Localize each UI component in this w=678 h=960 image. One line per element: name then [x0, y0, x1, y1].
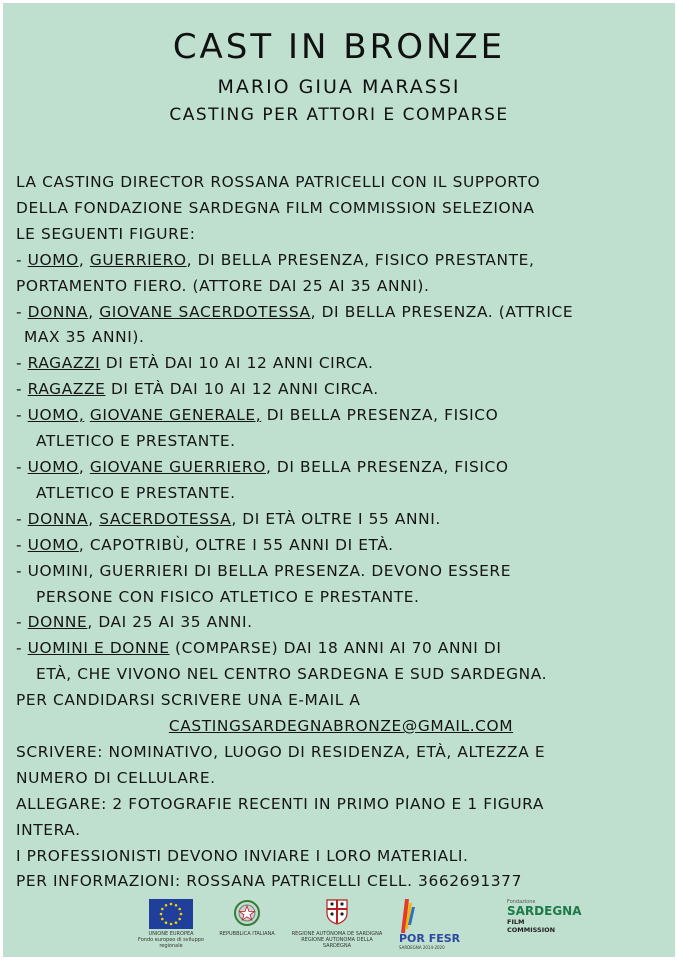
role-item: - RAGAZZE DI ETÀ DAI 10 AI 12 ANNI CIRCA. — [16, 380, 379, 399]
role-item: - UOMO, GUERRIERO, DI BELLA PRESENZA, FISICO PRESTANTE, — [16, 250, 535, 269]
role-item: - UOMINI, GUERRIERI DI BELLA PRESENZA. DEVONO ESSERE — [16, 561, 512, 580]
italy-star-icon — [234, 899, 260, 927]
eu-flag-icon — [149, 899, 193, 929]
professionals-line: I PROFESSIONISTI DEVONO INVIARE I LORO MATERIALI. — [16, 846, 469, 865]
intro-line: LE SEGUENTI FIGURE: — [16, 224, 196, 243]
email-link[interactable]: CASTINGSARDEGNABRONZE@GMAIL.COM — [168, 717, 514, 736]
role-item: - DONNA, SACERDOTESSA, DI ETÀ OLTRE I 55 ANNI. — [16, 509, 441, 528]
por-fesr-logo: POR FESR SARDEGNA 2014-2020 — [399, 899, 469, 950]
role-item-cont: ATLETICO E PRESTANTE. — [36, 432, 236, 451]
role-item-cont: PORTAMENTO FIERO. (ATTORE DAI 25 AI 35 ANNI). — [16, 276, 430, 295]
role-item: - DONNA, GIOVANE SACERDOTESSA, DI BELLA PRESENZA. (ATTRICE — [16, 302, 574, 321]
role-item: - UOMO, GIOVANE GENERALE, DI BELLA PRESENZA, FISICO — [16, 406, 499, 425]
poster — [3, 3, 675, 957]
attach-line: ALLEGARE: 2 FOTOGRAFIE RECENTI IN PRIMO PIANO E 1 FIGURA — [16, 794, 544, 813]
sardegna-region-logo: REGIONE AUTÒNOMA DE SARDIGNA REGIONE AUTONOMA DELLA SARDEGNA — [289, 899, 385, 949]
sardinia-shield-icon — [326, 899, 348, 925]
role-item-cont: ATLETICO E PRESTANTE. — [36, 483, 236, 502]
instructions-line: NUMERO DI CELLULARE. — [16, 768, 216, 787]
info-line: PER INFORMAZIONI: ROSSANA PATRICELLI CELL. 3662691377 — [16, 872, 522, 891]
attach-line: INTERA. — [16, 820, 81, 839]
por-fesr-stripes-icon — [399, 899, 417, 933]
role-item: - DONNE, DAI 25 AI 35 ANNI. — [16, 613, 253, 632]
sardegna-film-commission-logo: Fondazione SARDEGNA FILM COMMISSION — [507, 899, 582, 934]
role-item: - UOMO, CAPOTRIBÙ, OLTRE I 55 ANNI DI ETÀ. — [16, 535, 394, 554]
eu-logo: UNIONE EUROPEA Fondo europeo di sviluppo regionale — [131, 899, 211, 949]
intro-line: LA CASTING DIRECTOR ROSSANA PATRICELLI CON IL SUPPORTO — [16, 173, 541, 191]
page-subtitle-2: CASTING PER ATTORI E COMPARSE — [169, 105, 509, 125]
intro-line: DELLA FONDAZIONE SARDEGNA FILM COMMISSION SELEZIONA — [16, 198, 535, 217]
role-item-cont: ETÀ, CHE VIVONO NEL CENTRO SARDEGNA E SUD SARDEGNA. — [36, 665, 548, 684]
body-text — [16, 170, 666, 895]
instructions-line: SCRIVERE: NOMINATIVO, LUOGO DI RESIDENZA, ETÀ, ALTEZZA E — [16, 742, 546, 761]
role-item: - RAGAZZI DI ETÀ DAI 10 AI 12 ANNI CIRCA. — [16, 354, 374, 373]
role-item: - UOMINI E DONNE (COMPARSE) DAI 18 ANNI AI 70 ANNI DI — [16, 639, 502, 658]
apply-line: PER CANDIDARSI SCRIVERE UNA E-MAIL A — [16, 691, 361, 710]
role-item-cont: MAX 35 ANNI). — [24, 328, 145, 347]
italy-emblem: REPUBBLICA ITALIANA — [215, 899, 279, 937]
page-title: CAST IN BRONZE — [172, 27, 506, 67]
role-item-cont: PERSONE CON FISICO ATLETICO E PRESTANTE. — [36, 587, 420, 606]
sponsor-logos — [3, 899, 675, 955]
role-item: - UOMO, GIOVANE GUERRIERO, DI BELLA PRESENZA, FISICO — [16, 457, 509, 476]
page-subtitle: MARIO GIUA MARASSI — [217, 76, 461, 98]
